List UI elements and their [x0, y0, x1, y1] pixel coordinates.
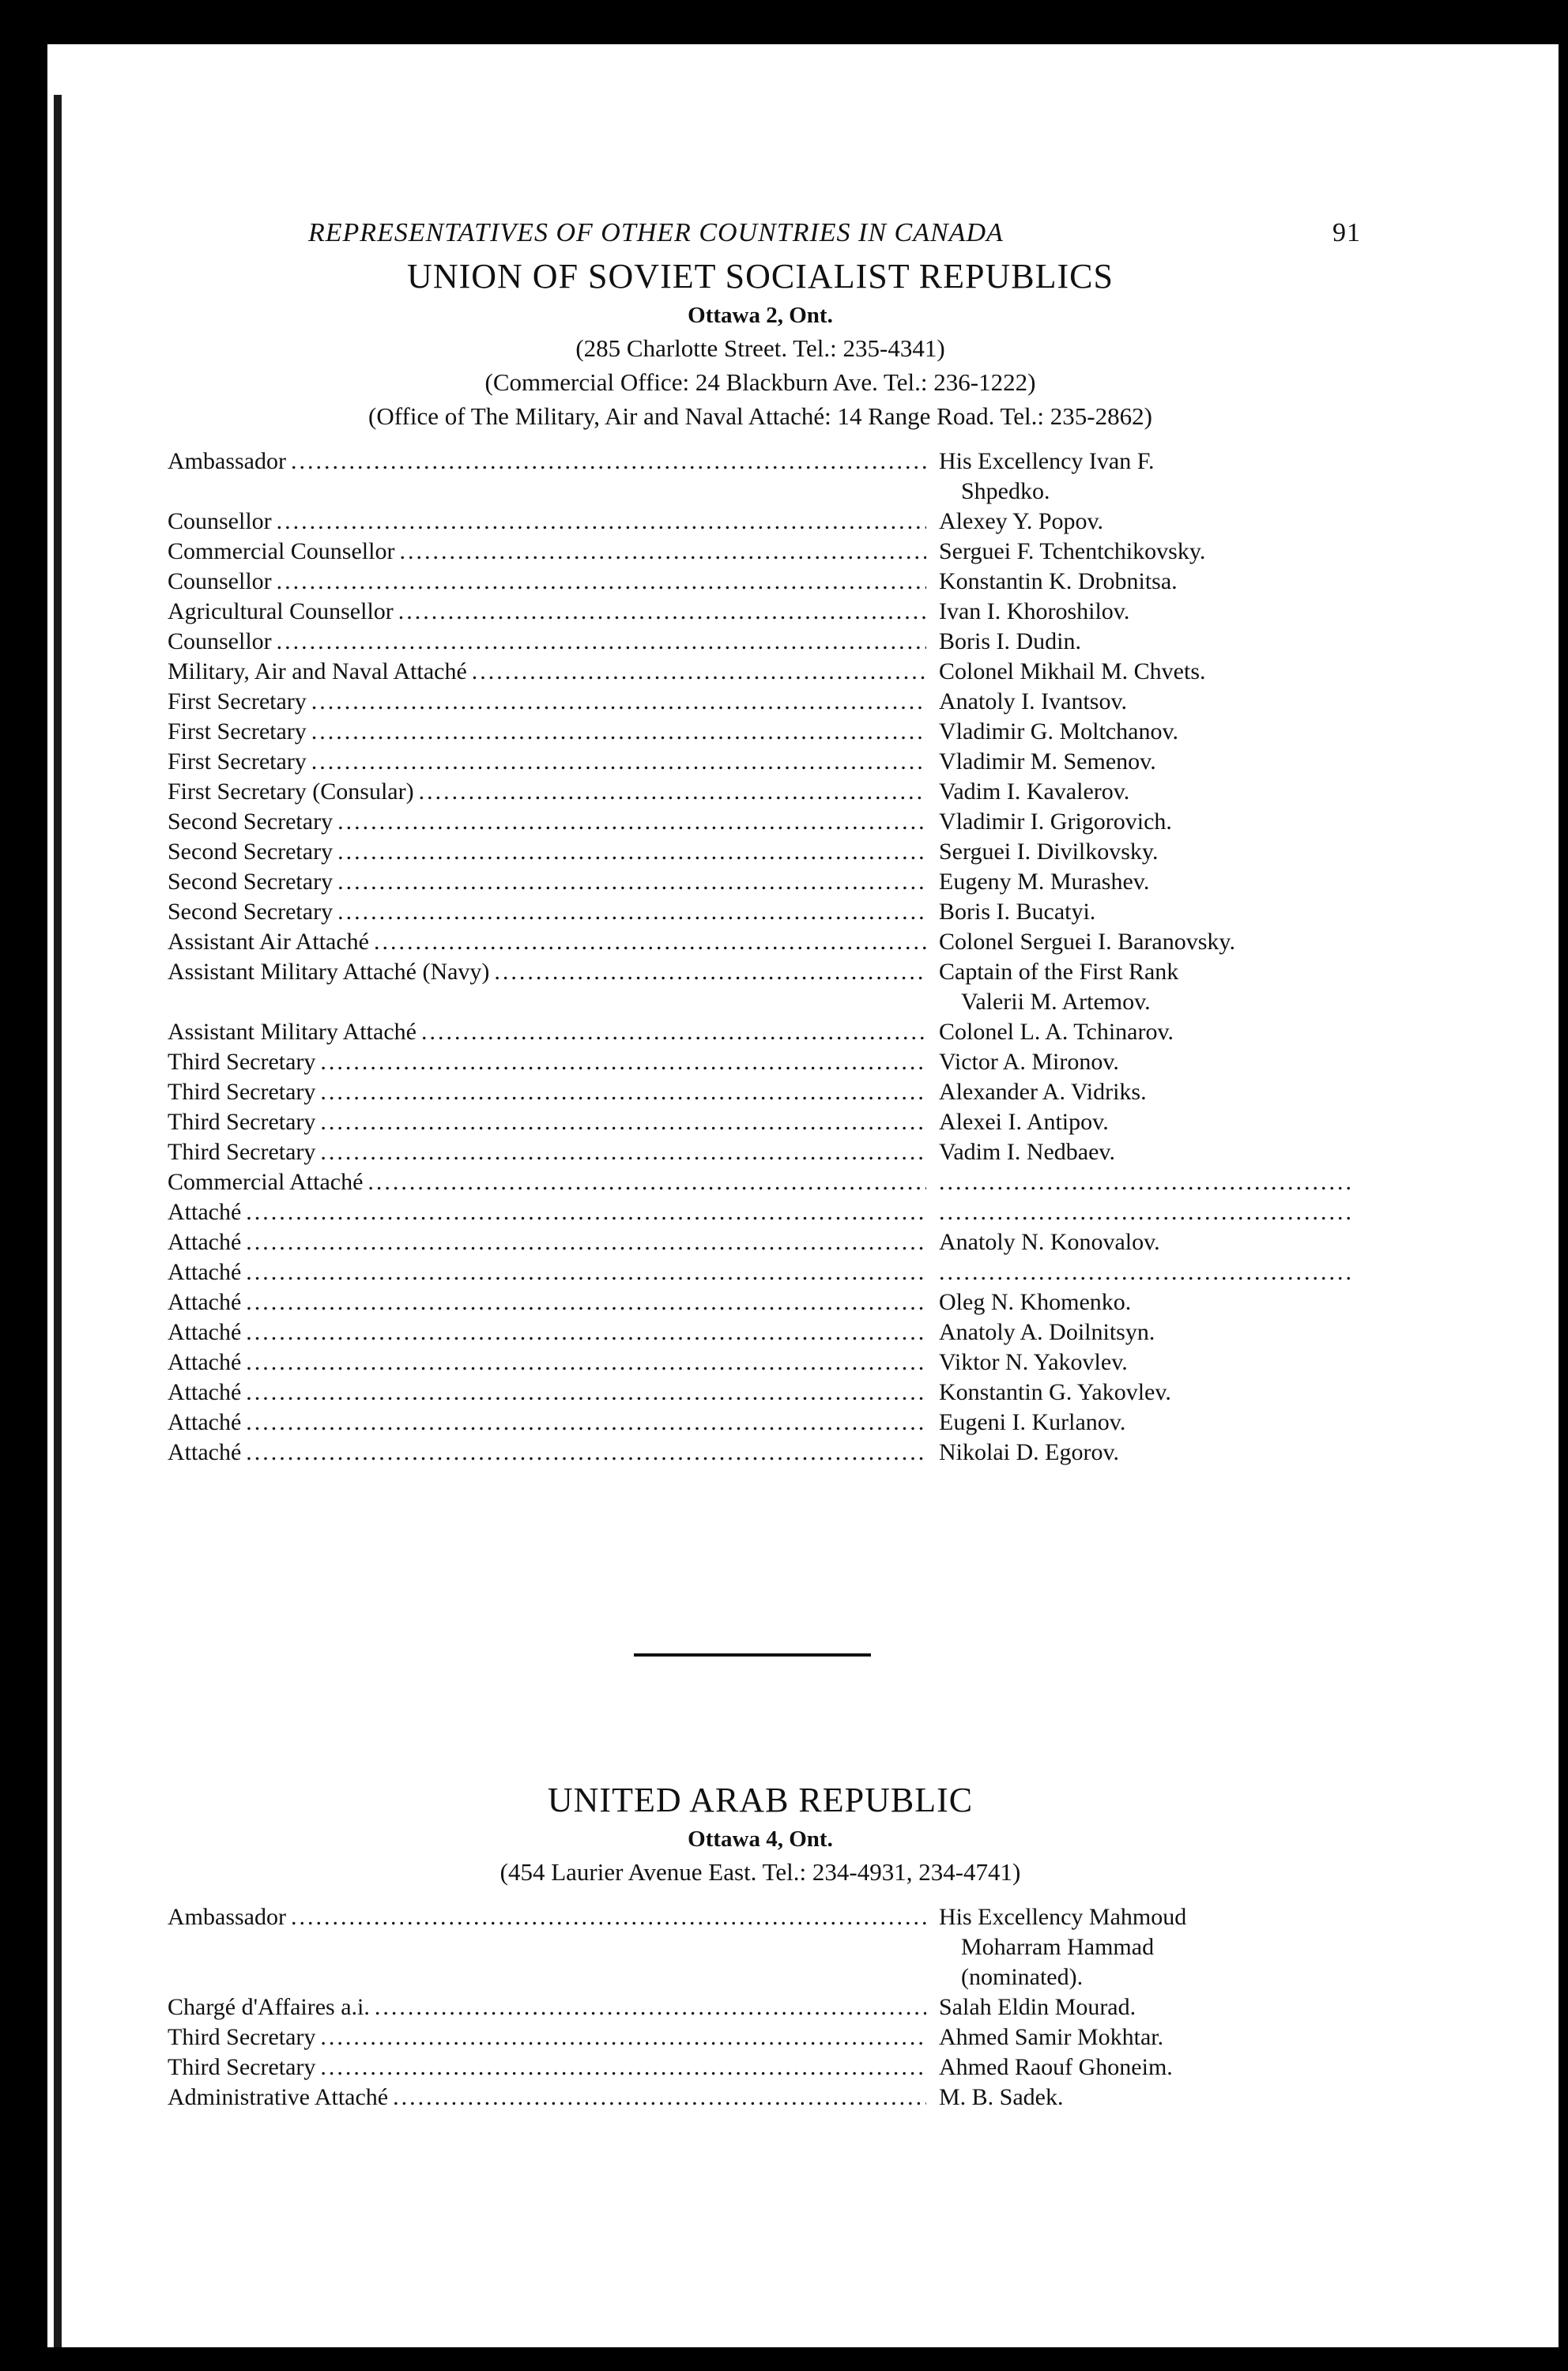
role-title: Second Secretary	[168, 809, 334, 835]
section-uar	[168, 1780, 1353, 2113]
roster-role-cell	[168, 2052, 926, 2083]
role-title: Second Secretary	[168, 869, 334, 895]
person-name-line: Alexey Y. Popov.	[939, 508, 1104, 534]
person-name-line: Eugeni I. Kurlanov.	[939, 1409, 1126, 1435]
staff-roster	[168, 1902, 1353, 2113]
person-name-continuation: Valerii M. Artemov.	[961, 989, 1151, 1015]
roster-row	[168, 627, 1353, 657]
dot-leader	[246, 1408, 926, 1438]
roster-role-cell	[168, 957, 926, 987]
roster-role-cell	[168, 1317, 926, 1348]
role-title: Agricultural Counsellor	[168, 598, 394, 624]
dot-leader	[337, 837, 926, 867]
roster-row	[168, 837, 1353, 867]
person-name	[926, 747, 1350, 777]
scan-border-right	[1559, 0, 1568, 2371]
roster-row	[168, 747, 1353, 777]
role-title: Attaché	[168, 1409, 242, 1435]
roster-row	[168, 1902, 1353, 1992]
person-name	[926, 777, 1350, 807]
person-name	[926, 897, 1350, 927]
roster-role-cell	[168, 1992, 926, 2022]
dot-leader	[419, 777, 926, 807]
address-line: (454 Laurier Avenue East. Tel.: 234-4931, 234-4741)	[499, 1858, 1021, 1886]
person-name	[926, 807, 1350, 837]
scan-border-top	[0, 0, 1568, 44]
dot-leader	[399, 537, 926, 567]
dot-leader	[320, 1077, 926, 1107]
person-name-line: Captain of the First Rank	[939, 959, 1179, 985]
role-title: Attaché	[168, 1199, 242, 1225]
role-title: Ambassador	[168, 448, 286, 474]
roster-role-cell	[168, 777, 926, 807]
roster-role-cell	[168, 537, 926, 567]
person-name	[926, 567, 1350, 597]
roster-row	[168, 687, 1353, 717]
page-number: 91	[1332, 218, 1361, 247]
person-name	[926, 1378, 1350, 1408]
person-name-line: Ivan I. Khoroshilov.	[939, 598, 1130, 624]
address-line: (285 Charlotte Street. Tel.: 235-4341)	[575, 334, 945, 362]
person-name	[926, 1287, 1350, 1317]
dot-leader	[337, 897, 926, 927]
dot-leader	[246, 1257, 926, 1287]
roster-role-cell	[168, 717, 926, 747]
person-name	[926, 2052, 1350, 2083]
dot-leader	[246, 1378, 926, 1408]
role-title: Third Secretary	[168, 1049, 316, 1075]
person-name	[926, 2083, 1350, 2113]
person-name-line: Oleg N. Khomenko.	[939, 1289, 1132, 1315]
dot-leader	[246, 1317, 926, 1348]
person-name	[926, 627, 1350, 657]
person-name-line: Anatoly N. Konovalov.	[939, 1229, 1160, 1255]
roster-role-cell	[168, 597, 926, 627]
country-location: Ottawa 2, Ont.	[688, 303, 833, 328]
vacant-position	[926, 1197, 1350, 1227]
person-name-line: Alexei I. Antipov.	[939, 1109, 1109, 1135]
roster-row	[168, 1197, 1353, 1227]
roster-role-cell	[168, 447, 926, 477]
role-title: Assistant Military Attaché	[168, 1019, 416, 1045]
person-name-continuation: (nominated).	[961, 1964, 1084, 1990]
dot-leader	[494, 957, 926, 987]
roster-role-cell	[168, 1227, 926, 1257]
person-name-continuation: Shpedko.	[961, 478, 1050, 504]
person-name-line: Serguei F. Tchentchikovsky.	[939, 538, 1206, 564]
scan-border-left	[0, 0, 47, 2371]
dot-leader	[277, 567, 926, 597]
role-title: Assistant Air Attaché	[168, 929, 369, 955]
roster-row	[168, 507, 1353, 537]
person-name-line: Anatoly A. Doilnitsyn.	[939, 1319, 1155, 1345]
role-title: First Secretary	[168, 748, 307, 775]
roster-row	[168, 1992, 1353, 2022]
role-title: Chargé d'Affaires a.i.	[168, 1994, 370, 2020]
person-name	[926, 447, 1350, 507]
roster-row	[168, 1257, 1353, 1287]
section-ussr	[168, 256, 1353, 1468]
roster-role-cell	[168, 507, 926, 537]
dot-leader	[337, 867, 926, 897]
roster-row	[168, 1017, 1353, 1047]
roster-row	[168, 717, 1353, 747]
dot-leader	[291, 1902, 926, 1932]
person-name-line: Vladimir G. Moltchanov.	[939, 718, 1179, 744]
role-title: First Secretary	[168, 718, 307, 744]
person-name-line: Colonel L. A. Tchinarov.	[939, 1019, 1174, 1045]
roster-row	[168, 807, 1353, 837]
roster-row	[168, 2083, 1353, 2113]
role-title: Counsellor	[168, 508, 272, 534]
person-name	[926, 957, 1350, 1017]
person-name-line: M. B. Sadek.	[939, 2084, 1064, 2110]
roster-row	[168, 957, 1353, 1017]
dot-leader	[368, 1167, 926, 1197]
role-title: First Secretary (Consular)	[168, 778, 414, 805]
roster-role-cell	[168, 1047, 926, 1077]
person-name-line: Salah Eldin Mourad.	[939, 1994, 1136, 2020]
roster-role-cell	[168, 1077, 926, 1107]
role-title: Attaché	[168, 1229, 242, 1255]
dot-leader	[246, 1287, 926, 1317]
role-title: Attaché	[168, 1379, 242, 1405]
dot-leader	[320, 2022, 926, 2052]
person-name	[926, 1047, 1350, 1077]
person-name-line: Vladimir I. Grigorovich.	[939, 809, 1172, 835]
roster-row	[168, 537, 1353, 567]
role-title: Attaché	[168, 1259, 242, 1285]
person-name	[926, 687, 1350, 717]
scan-border-bottom	[0, 2347, 1568, 2371]
person-name-line: Colonel Mikhail M. Chvets.	[939, 658, 1206, 684]
vacant-position	[926, 1257, 1350, 1287]
roster-role-cell	[168, 2083, 926, 2113]
person-name	[926, 927, 1350, 957]
person-name	[926, 1348, 1350, 1378]
running-head-title: REPRESENTATIVES OF OTHER COUNTRIES IN CANADA	[308, 218, 1004, 247]
roster-role-cell	[168, 807, 926, 837]
roster-row	[168, 597, 1353, 627]
person-name	[926, 717, 1350, 747]
person-name-line: Colonel Serguei I. Baranovsky.	[939, 929, 1235, 955]
roster-row	[168, 1348, 1353, 1378]
role-title: Third Secretary	[168, 1079, 316, 1105]
person-name-line: Vadim I. Kavalerov.	[939, 778, 1130, 805]
address-line: (Office of The Military, Air and Naval Attaché: 14 Range Road. Tel.: 235-2862)	[368, 402, 1152, 430]
person-name-line: His Excellency Mahmoud	[939, 1904, 1187, 1930]
roster-row	[168, 2022, 1353, 2052]
roster-row	[168, 1378, 1353, 1408]
roster-row	[168, 657, 1353, 687]
address-line: (Commercial Office: 24 Blackburn Ave. Tel.: 236-1222)	[484, 368, 1036, 396]
roster-row	[168, 2052, 1353, 2083]
person-name-continuation: Moharram Hammad	[961, 1934, 1155, 1960]
person-name-line: Victor A. Mironov.	[939, 1049, 1119, 1075]
dot-leader	[320, 2052, 926, 2083]
role-title: Military, Air and Naval Attaché	[168, 658, 467, 684]
dot-leader	[421, 1017, 926, 1047]
role-title: Second Secretary	[168, 839, 334, 865]
dot-leader	[320, 1047, 926, 1077]
roster-role-cell	[168, 927, 926, 957]
person-name-line: Vladimir M. Semenov.	[939, 748, 1156, 775]
person-name	[926, 1137, 1350, 1167]
role-title: Attaché	[168, 1289, 242, 1315]
roster-role-cell	[168, 1438, 926, 1468]
person-name	[926, 1017, 1350, 1047]
roster-row	[168, 1047, 1353, 1077]
roster-role-cell	[168, 2022, 926, 2052]
roster-row	[168, 567, 1353, 597]
roster-row	[168, 447, 1353, 507]
role-title: Attaché	[168, 1319, 242, 1345]
roster-role-cell	[168, 687, 926, 717]
roster-role-cell	[168, 1137, 926, 1167]
role-title: Attaché	[168, 1439, 242, 1465]
roster-role-cell	[168, 1902, 926, 1932]
role-title: Administrative Attaché	[168, 2084, 389, 2110]
country-title: UNION OF SOVIET SOCIALIST REPUBLICS	[407, 257, 1114, 296]
person-name	[926, 537, 1350, 567]
person-name	[926, 1408, 1350, 1438]
roster-role-cell	[168, 747, 926, 777]
roster-row	[168, 867, 1353, 897]
role-title: Attaché	[168, 1349, 242, 1375]
person-name	[926, 867, 1350, 897]
role-title: Ambassador	[168, 1904, 286, 1930]
role-title: Second Secretary	[168, 899, 334, 925]
role-title: Commercial Attaché	[168, 1169, 364, 1195]
person-name-line: Konstantin K. Drobnitsa.	[939, 568, 1178, 594]
dot-leader	[277, 507, 926, 537]
person-name	[926, 1317, 1350, 1348]
roster-row	[168, 927, 1353, 957]
roster-role-cell	[168, 837, 926, 867]
dot-leader	[246, 1348, 926, 1378]
roster-role-cell	[168, 1287, 926, 1317]
dot-leader	[472, 657, 926, 687]
person-name-line: Viktor N. Yakovlev.	[939, 1349, 1128, 1375]
role-title: Counsellor	[168, 568, 272, 594]
vacant-position	[926, 1167, 1350, 1197]
person-name	[926, 1227, 1350, 1257]
person-name-line: Serguei I. Divilkovsky.	[939, 839, 1159, 865]
document-page	[168, 207, 1361, 2110]
roster-role-cell	[168, 1197, 926, 1227]
roster-role-cell	[168, 1378, 926, 1408]
dot-leader	[311, 717, 926, 747]
roster-row	[168, 897, 1353, 927]
person-name-line: Eugeny M. Murashev.	[939, 869, 1150, 895]
roster-role-cell	[168, 1408, 926, 1438]
roster-role-cell	[168, 1348, 926, 1378]
person-name-line: Boris I. Bucatyi.	[939, 899, 1096, 925]
roster-role-cell	[168, 1167, 926, 1197]
dot-leader	[246, 1227, 926, 1257]
person-name	[926, 1902, 1350, 1992]
roster-row	[168, 777, 1353, 807]
person-name-line: Nikolai D. Egorov.	[939, 1439, 1120, 1465]
roster-row	[168, 1137, 1353, 1167]
dot-leader	[311, 687, 926, 717]
person-name-line: Boris I. Dudin.	[939, 628, 1081, 654]
country-location: Ottawa 4, Ont.	[688, 1826, 833, 1852]
roster-row	[168, 1438, 1353, 1468]
roster-role-cell	[168, 627, 926, 657]
role-title: Counsellor	[168, 628, 272, 654]
dot-leader	[320, 1137, 926, 1167]
dot-leader	[337, 807, 926, 837]
roster-row	[168, 1317, 1353, 1348]
dot-leader	[374, 927, 926, 957]
person-name	[926, 1992, 1350, 2022]
role-title: Third Secretary	[168, 2054, 316, 2080]
staff-roster	[168, 447, 1353, 1468]
role-title: Third Secretary	[168, 2024, 316, 2050]
dot-leader	[246, 1197, 926, 1227]
roster-role-cell	[168, 1257, 926, 1287]
person-name-line: His Excellency Ivan F.	[939, 448, 1155, 474]
roster-role-cell	[168, 897, 926, 927]
dot-leader	[291, 447, 926, 477]
roster-role-cell	[168, 867, 926, 897]
person-name	[926, 507, 1350, 537]
roster-row	[168, 1107, 1353, 1137]
person-name	[926, 597, 1350, 627]
role-title: Third Secretary	[168, 1139, 316, 1165]
person-name	[926, 1107, 1350, 1137]
person-name-line: Alexander A. Vidriks.	[939, 1079, 1147, 1105]
person-name-line: Ahmed Samir Mokhtar.	[939, 2024, 1164, 2050]
roster-role-cell	[168, 1107, 926, 1137]
person-name-line: Konstantin G. Yakovlev.	[939, 1379, 1171, 1405]
roster-row	[168, 1167, 1353, 1197]
person-name-line: Vadim I. Nedbaev.	[939, 1139, 1115, 1165]
roster-row	[168, 1227, 1353, 1257]
role-title: Commercial Counsellor	[168, 538, 395, 564]
dot-leader	[375, 1992, 926, 2022]
page-spine-line	[54, 95, 62, 2347]
roster-row	[168, 1077, 1353, 1107]
section-divider	[634, 1653, 871, 1657]
dot-leader	[398, 597, 926, 627]
person-name	[926, 1077, 1350, 1107]
person-name-line: Ahmed Raouf Ghoneim.	[939, 2054, 1173, 2080]
roster-role-cell	[168, 1017, 926, 1047]
roster-role-cell	[168, 567, 926, 597]
person-name-line: Anatoly I. Ivantsov.	[939, 688, 1128, 714]
dot-leader	[246, 1438, 926, 1468]
roster-role-cell	[168, 657, 926, 687]
role-title: First Secretary	[168, 688, 307, 714]
dot-leader	[320, 1107, 926, 1137]
country-title: UNITED ARAB REPUBLIC	[547, 1781, 974, 1819]
role-title: Third Secretary	[168, 1109, 316, 1135]
roster-row	[168, 1287, 1353, 1317]
dot-leader	[277, 627, 926, 657]
running-head	[168, 207, 1361, 254]
person-name	[926, 657, 1350, 687]
roster-row	[168, 1408, 1353, 1438]
role-title: Assistant Military Attaché (Navy)	[168, 959, 490, 985]
person-name	[926, 2022, 1350, 2052]
dot-leader	[393, 2083, 926, 2113]
person-name	[926, 837, 1350, 867]
person-name	[926, 1438, 1350, 1468]
dot-leader	[311, 747, 926, 777]
